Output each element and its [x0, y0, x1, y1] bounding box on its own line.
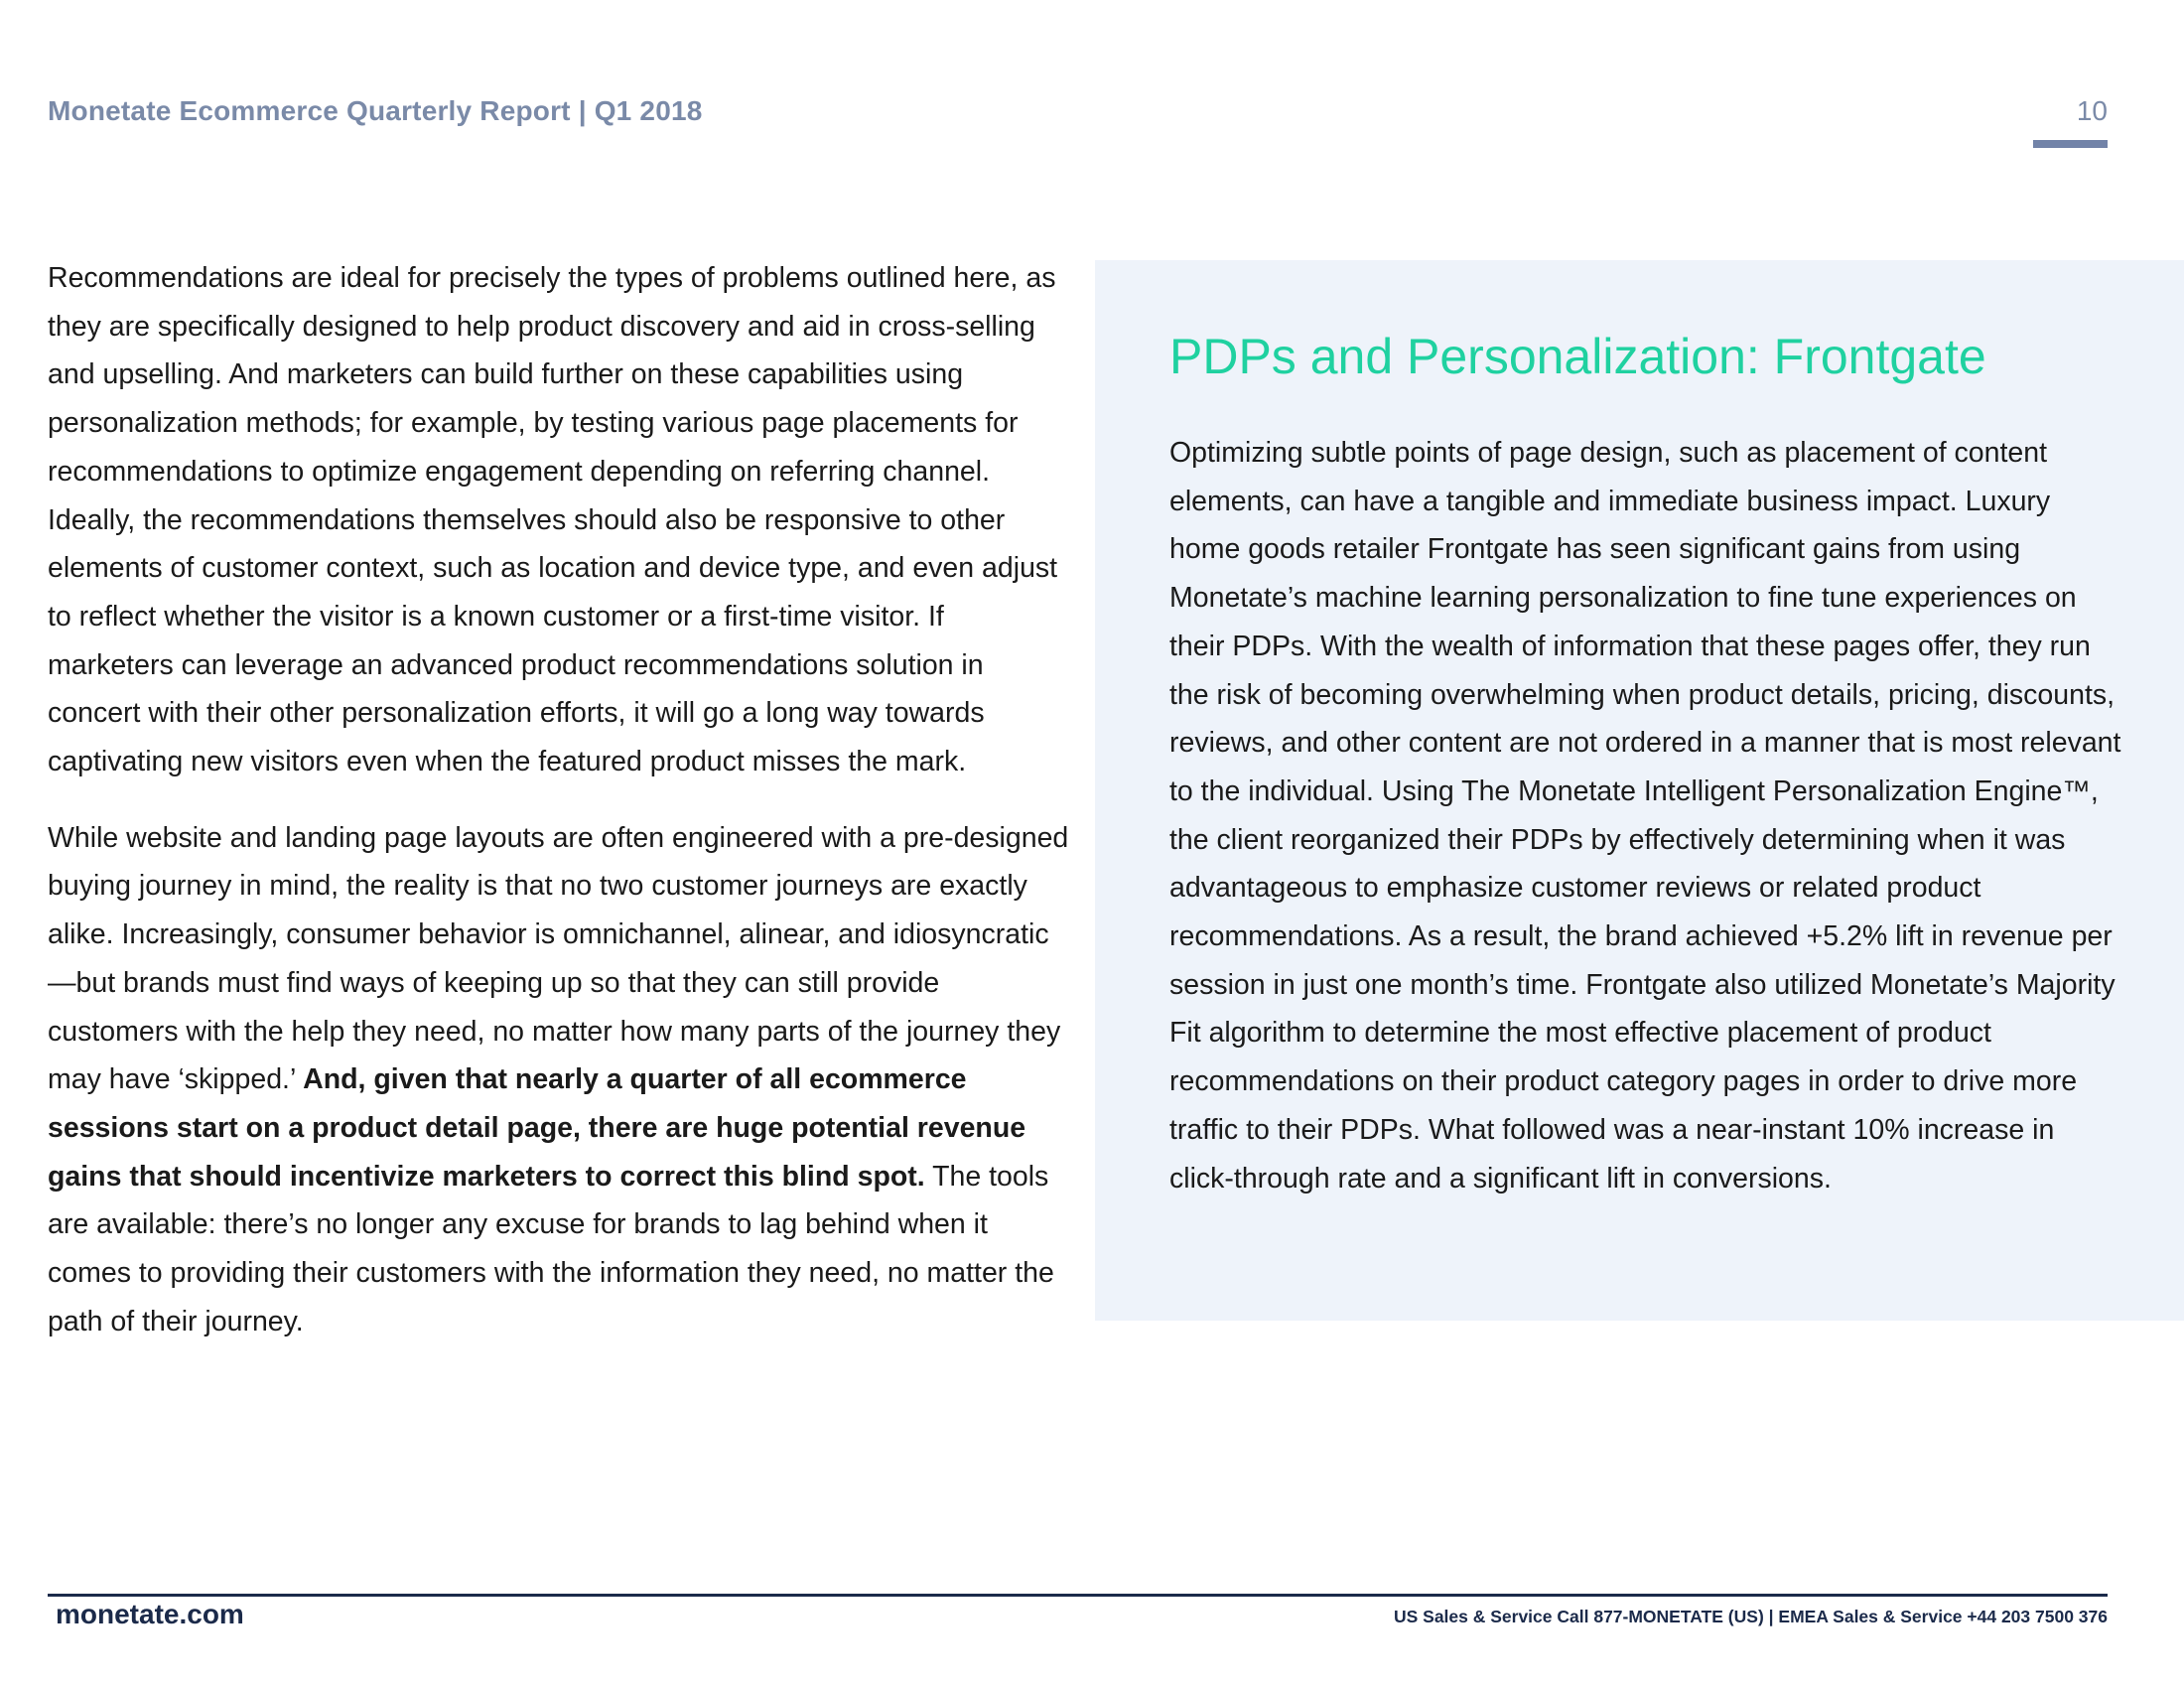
sidebar-title: PDPs and Personalization: Frontgate [1169, 329, 1986, 384]
paragraph-bold-text: And, given that nearly a quarter of all ecommerce sessions start on a product detail page, there are huge potential revenue gains that should incentivize marketers to correct this blind spot. [48, 1063, 1026, 1193]
main-text-column [48, 254, 1070, 1373]
report-title: Monetate Ecommerce Quarterly Report | Q1 2018 [48, 95, 703, 126]
paragraph-text: The tools are available: there’s no longer any excuse for brands to lag behind when it comes to providing their customers with the information they need, no matter the path of their journey. [48, 1160, 1054, 1337]
page-number: 10 [2076, 95, 2108, 126]
footer-brand-link[interactable]: monetate.com [56, 1599, 244, 1629]
footer-contact: US Sales & Service Call 877-MONETATE (US) | EMEA Sales & Service +44 203 7500 376 [1393, 1607, 2108, 1626]
case-study-sidebar [1095, 260, 2184, 1321]
footer-divider [48, 1594, 2108, 1597]
sidebar-body: Optimizing subtle points of page design, such as placement of content elements, can have a tangible and immediate business impact. Luxury home goods retailer Frontgate has seen significant gains from using Monetate’s machine learning personalization to fine tune experiences on their PDPs. With the wealth of information that these pages offer, they run the risk of becoming overwhelming when product details, pricing, discounts, reviews, and other content are not ordered in a manner that is most relevant to the individual. Using The Monetate Intelligent Personalization Engine™, the client reorganized their PDPs by effectively determining when it was advantageous to emphasize customer reviews or related product recommendations. As a result, the brand achieved +5.2% lift in revenue per session in just one month’s time. Frontgate also utilized Monetate’s Majority Fit algorithm to determine the most effective placement of product recommendations on their product category pages in order to drive more traffic to their PDPs. What followed was a near-instant 10% increase in click-through rate and a significant lift in conversions. [1169, 437, 2121, 1195]
page-number-bar [2033, 140, 2108, 148]
paragraph-journeys [48, 814, 1070, 1346]
paragraph-text: While website and landing page layouts are often engineered with a pre-designed buying journey in mind, the reality is that no two customer journeys are exactly alike. Increasingly, consumer behavior is omnichannel, alinear, and idiosyncratic—but brands must find ways of keeping up so that they can still provide customers with the help they need, no matter how many parts of the journey they may have ‘skipped.’ [48, 821, 1069, 1096]
paragraph-recommendations: Recommendations are ideal for precisely the types of problems outlined here, as they are specifically designed to help product discovery and aid in cross-selling and upselling. And marketers can build further on these capabilities using personalization methods; for example, by testing various page placements for recommendations to optimize engagement depending on referring channel. Ideally, the recommendations themselves should also be responsive to other elements of customer context, such as location and device type, and even adjust to reflect whether the visitor is a known customer or a first-time visitor. If marketers can leverage an advanced product recommendations solution in concert with their other personalization efforts, it will go a long way towards captivating new visitors even when the featured product misses the mark. [48, 262, 1058, 778]
